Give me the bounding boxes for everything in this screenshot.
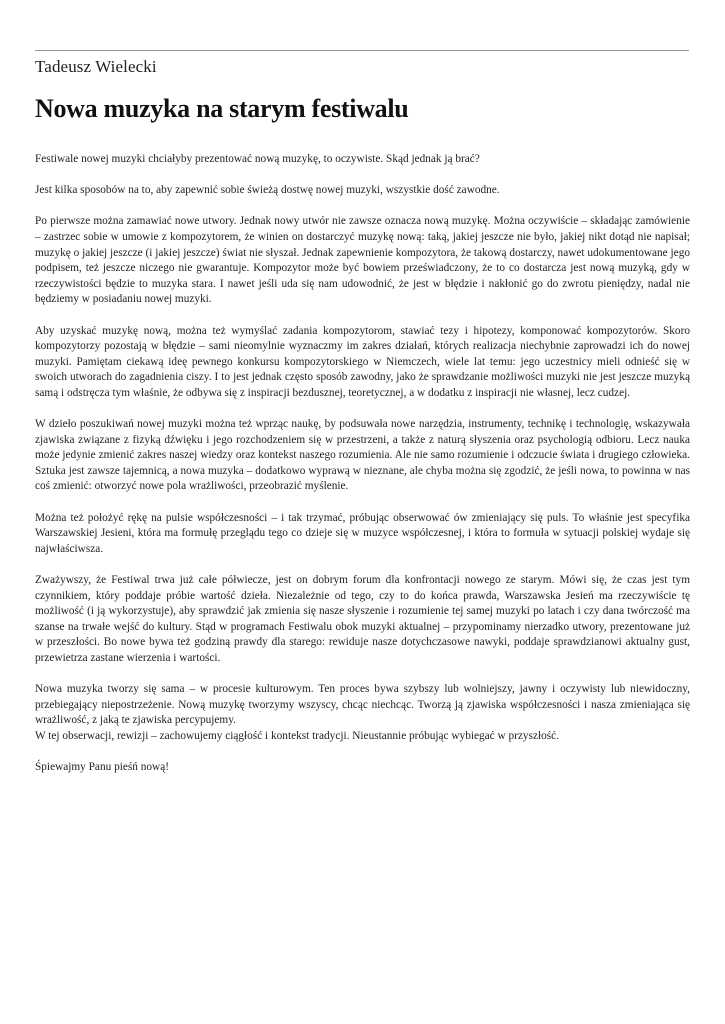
paragraph-10: Śpiewajmy Panu pieśń nową! [35,761,169,774]
paragraph-7: Zważywszy, że Festiwal trwa już całe półwiecze, jest on dobrym forum dla konfrontacji nowego ze starym. Mówi się, że czas jest tym czynnikiem, który poddaje próbie wartość dzieła. Niezależnie od tego, czy to do końca prawda, Warszawska Jesień ma rzeczywiście tę możliwość (i ją wykorzystuje), aby sprawdzić jak zmienia się nasze słyszenie i rozumienie tej samej muzyki po latach i czy dana twórczość ma szanse na trwałe wejść do kultury. Stąd w programach Festiwalu obok muzyki aktualnej – przypominamy nierzadko utwory, prezentowane już w przeszłości. Bo nowe bywa też godziną prawdy dla starego: rewiduje nasze dotychczasowe nawyki, poddaje sprawdzianowi aktualny gust, przewietrza zastane wierzenia i wartości. [35,574,690,664]
article-title: Nowa muzyka na starym festiwalu [35,94,409,123]
paragraph-3: Po pierwsze można zamawiać nowe utwory. Jednak nowy utwór nie zawsze oznacza nową muzykę. Można oczywiście – składając zamówienie – zastrzec sobie w umowie z kompozytorem, że winien on dostarczyć muzykę nową: taką, jakiej jeszcze nie było, jakiej nikt dotąd nie napisał; muzykę o jakiej jeszcze (i jakiej jeszcze) świat nie słyszał. Jednak zapewnienie kompozytora, że takową dostarczy, nawet udokumentowane jego podpisem, też jeszcze niczego nie gwarantuje. Kompozytor może być bowiem przeświadczony, że to co dostarcza jest nową muzyką, gdy w rzeczywistości będzie to muzyka stara. I nawet jeśli uda się nam udowodnić, że jest w błędzie i nakłonić go do zwrotu pieniędzy, nadal nie będziemy w posiadaniu nowej muzyki. [35,215,690,306]
article-body [35,152,690,791]
paragraph-9: W tej obserwacji, rewizji – zachowujemy ciągłość i kontekst tradycji. Nieustannie próbując wybiegać w przyszłość. [35,729,559,742]
paragraph-5: W dzieło poszukiwań nowej muzyki można też wprząc naukę, by podsuwała nowe narzędzia, instrumenty, technikę i technologię, wskazywała zjawiska związane z fizyką dźwięku i jego rozchodzeniem się w przestrzeni, a także z naturą słyszenia oraz psychologią odbioru. Lecz nauka może jedynie zmienić zakres naszej wiedzy oraz kontekst naszego rozumienia. Ale nie samo rozumienie i odczucie świata i drugiego człowieka. Sztuka jest zawsze tajemnicą, a nowa muzyka – dodatkowo wyprawą w nieznane, ale chyba można się zgodzić, że jeśli nowa, to powinna w nas coś zmienić: otworzyć nowe pola wrażliwości, przeobrazić myślenie. [35,418,690,493]
paragraph-8: Nowa muzyka tworzy się sama – w procesie kulturowym. Ten proces bywa szybszy lub wolniejszy, jawny i oczywisty lub niewidoczny, przebiegający niepostrzeżenie. Nową muzykę tworzymy wszyscy, chcąc niechcąc. Tworzą ją zjawiska współczesności i nasza zmieniająca się wrażliwość, z jaką te zjawiska percypujemy. [35,683,690,727]
header-rule [35,50,689,51]
paragraph-4: Aby uzyskać muzykę nową, można też wymyślać zadania kompozytorom, stawiać tezy i hipotezy, komponować kompozytorów. Skoro kompozytorzy pozostają w błędzie – sami nieomylnie wyznaczmy im zakres działań, których realizacja niechybnie zaprowadzi ich do nowej muzyki. Pamiętam ciekawą ideę pewnego konkursu kompozytorskiego w Niemczech, wiele lat temu: jego uczestnicy mieli odnieść się w swoich utworach do zagadnienia ciszy. I to jest jednak często sposób zawodny, jako że sprawdzanie możliwości muzyki nie jest jeszcze muzyką samą i odstręcza tym właśnie, że odbywa się z inspiracji bezdusznej, teoretycznej, a w dodatku z inspiracji nie własnej, lecz cudzej. [35,324,690,399]
paragraph-1: Festiwale nowej muzyki chciałyby prezentować nową muzykę, to oczywiste. Skąd jednak ją brać? [35,153,480,165]
paragraph-6: Można też położyć rękę na pulsie współczesności – i tak trzymać, próbując obserwować ów zmieniający się puls. To właśnie jest specyfika Warszawskiej Jesieni, która ma formułę przeglądu tego co dzieje się w muzyce współczesnej, i która to formuła w sytuacji polskiej wydaje się najwłaściwsza. [35,511,690,555]
paragraph-2: Jest kilka sposobów na to, aby zapewnić sobie świeżą dostwę nowej muzyki, wszystkie dość zawodne. [35,184,500,197]
author-name: Tadeusz Wielecki [35,57,157,76]
